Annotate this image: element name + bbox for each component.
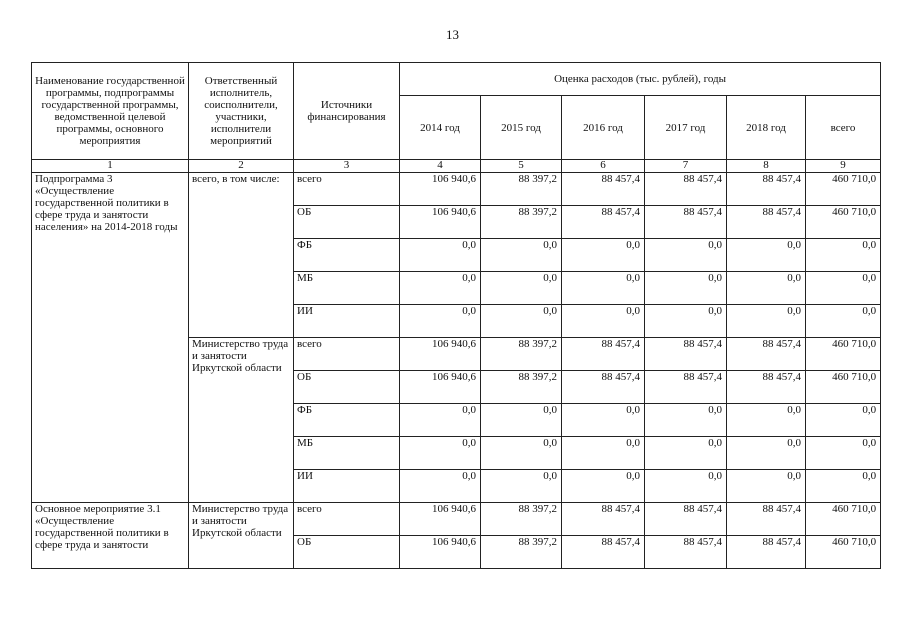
year-value-cell: 106 940,6 — [400, 536, 481, 569]
year-value-cell: 88 457,4 — [645, 536, 727, 569]
total-value-cell: 460 710,0 — [806, 536, 881, 569]
table-body — [32, 173, 881, 569]
funding-source-cell: ОБ — [294, 536, 400, 569]
column-number-row — [32, 160, 881, 173]
year-value-cell: 88 397,2 — [481, 371, 562, 404]
total-value-cell: 460 710,0 — [806, 173, 881, 206]
total-value-cell: 0,0 — [806, 239, 881, 272]
year-value-cell: 0,0 — [562, 470, 645, 503]
year-value-cell: 0,0 — [562, 239, 645, 272]
column-number: 6 — [562, 160, 645, 173]
year-value-cell: 0,0 — [645, 404, 727, 437]
year-value-cell: 106 940,6 — [400, 371, 481, 404]
year-value-cell: 88 397,2 — [481, 338, 562, 371]
year-value-cell: 88 457,4 — [727, 338, 806, 371]
year-value-cell: 88 457,4 — [645, 371, 727, 404]
year-value-cell: 88 457,4 — [645, 503, 727, 536]
year-value-cell: 0,0 — [481, 305, 562, 338]
year-value-cell: 0,0 — [400, 239, 481, 272]
column-number: 7 — [645, 160, 727, 173]
column-number: 2 — [189, 160, 294, 173]
year-value-cell: 0,0 — [727, 239, 806, 272]
year-value-cell: 0,0 — [400, 437, 481, 470]
total-value-cell: 460 710,0 — [806, 338, 881, 371]
year-value-cell: 88 457,4 — [645, 338, 727, 371]
year-value-cell: 0,0 — [400, 272, 481, 305]
total-value-cell: 0,0 — [806, 437, 881, 470]
program-name-cell: Основное мероприятие 3.1 «Осуществление государственной политики в сфере труда и занятости — [32, 503, 189, 569]
year-value-cell: 0,0 — [645, 437, 727, 470]
column-number: 9 — [806, 160, 881, 173]
column-number: 3 — [294, 160, 400, 173]
year-value-cell: 88 457,4 — [562, 503, 645, 536]
year-value-cell: 0,0 — [645, 239, 727, 272]
column-number: 8 — [727, 160, 806, 173]
year-value-cell: 88 457,4 — [645, 173, 727, 206]
year-value-cell: 0,0 — [481, 404, 562, 437]
year-value-cell: 88 457,4 — [562, 371, 645, 404]
header-year: 2015 год — [481, 96, 562, 160]
header-program-name: Наименование государственной программы, подпрограммы государственной программы, ведомственной целевой программы, основного мероприятия — [32, 63, 189, 160]
year-value-cell: 0,0 — [727, 470, 806, 503]
year-value-cell: 88 397,2 — [481, 503, 562, 536]
year-value-cell: 88 457,4 — [727, 173, 806, 206]
funding-source-cell: ОБ — [294, 206, 400, 239]
year-value-cell: 0,0 — [481, 470, 562, 503]
year-value-cell: 0,0 — [400, 404, 481, 437]
year-value-cell: 0,0 — [645, 470, 727, 503]
program-name-cell: Подпрограмма 3 «Осуществление государственной политики в сфере труда и занятости населения» на 2014-2018 годы — [32, 173, 189, 503]
year-value-cell: 88 397,2 — [481, 536, 562, 569]
year-value-cell: 0,0 — [481, 239, 562, 272]
year-value-cell: 88 397,2 — [481, 206, 562, 239]
year-value-cell: 106 940,6 — [400, 503, 481, 536]
executor-cell: Министерство труда и занятости Иркутской области — [189, 338, 294, 503]
year-value-cell: 88 457,4 — [562, 338, 645, 371]
year-value-cell: 0,0 — [481, 272, 562, 305]
header-funding-source: Источники финансирования — [294, 63, 400, 160]
year-value-cell: 0,0 — [400, 305, 481, 338]
total-value-cell: 460 710,0 — [806, 503, 881, 536]
year-value-cell: 88 457,4 — [727, 536, 806, 569]
year-value-cell: 88 397,2 — [481, 173, 562, 206]
funding-source-cell: ИИ — [294, 470, 400, 503]
year-value-cell: 88 457,4 — [727, 371, 806, 404]
year-value-cell: 0,0 — [481, 437, 562, 470]
funding-source-cell: ФБ — [294, 239, 400, 272]
total-value-cell: 0,0 — [806, 404, 881, 437]
table-row — [32, 173, 881, 206]
header-year: 2017 год — [645, 96, 727, 160]
column-number: 1 — [32, 160, 189, 173]
total-value-cell: 460 710,0 — [806, 371, 881, 404]
year-value-cell: 88 457,4 — [562, 173, 645, 206]
year-value-cell: 0,0 — [727, 437, 806, 470]
year-value-cell: 0,0 — [562, 437, 645, 470]
year-value-cell: 0,0 — [400, 470, 481, 503]
funding-source-cell: всего — [294, 338, 400, 371]
year-value-cell: 88 457,4 — [727, 206, 806, 239]
year-value-cell: 106 940,6 — [400, 206, 481, 239]
year-value-cell: 0,0 — [727, 404, 806, 437]
budget-table — [31, 62, 881, 569]
year-value-cell: 88 457,4 — [645, 206, 727, 239]
year-value-cell: 88 457,4 — [562, 536, 645, 569]
year-value-cell: 0,0 — [562, 305, 645, 338]
column-number: 5 — [481, 160, 562, 173]
year-value-cell: 106 940,6 — [400, 173, 481, 206]
year-value-cell: 106 940,6 — [400, 338, 481, 371]
funding-source-cell: ИИ — [294, 305, 400, 338]
total-value-cell: 0,0 — [806, 272, 881, 305]
header-executor: Ответственный исполнитель, соисполнители, участники, исполнители мероприятий — [189, 63, 294, 160]
funding-source-cell: ОБ — [294, 371, 400, 404]
header-cost-estimate: Оценка расходов (тыс. рублей), годы — [400, 63, 881, 96]
year-value-cell: 0,0 — [727, 272, 806, 305]
year-value-cell: 88 457,4 — [727, 503, 806, 536]
year-value-cell: 0,0 — [562, 404, 645, 437]
year-value-cell: 0,0 — [645, 272, 727, 305]
funding-source-cell: ФБ — [294, 404, 400, 437]
page-number: 13 — [446, 27, 459, 42]
header-total: всего — [806, 96, 881, 160]
year-value-cell: 0,0 — [562, 272, 645, 305]
funding-source-cell: МБ — [294, 437, 400, 470]
executor-cell: Министерство труда и занятости Иркутской области — [189, 503, 294, 569]
executor-cell: всего, в том числе: — [189, 173, 294, 338]
year-value-cell: 0,0 — [727, 305, 806, 338]
year-value-cell: 0,0 — [645, 305, 727, 338]
header-year: 2018 год — [727, 96, 806, 160]
funding-source-cell: МБ — [294, 272, 400, 305]
total-value-cell: 0,0 — [806, 305, 881, 338]
column-number: 4 — [400, 160, 481, 173]
year-value-cell: 88 457,4 — [562, 206, 645, 239]
header-year: 2016 год — [562, 96, 645, 160]
funding-source-cell: всего — [294, 503, 400, 536]
funding-source-cell: всего — [294, 173, 400, 206]
header-year: 2014 год — [400, 96, 481, 160]
total-value-cell: 460 710,0 — [806, 206, 881, 239]
total-value-cell: 0,0 — [806, 470, 881, 503]
table-row — [32, 503, 881, 536]
